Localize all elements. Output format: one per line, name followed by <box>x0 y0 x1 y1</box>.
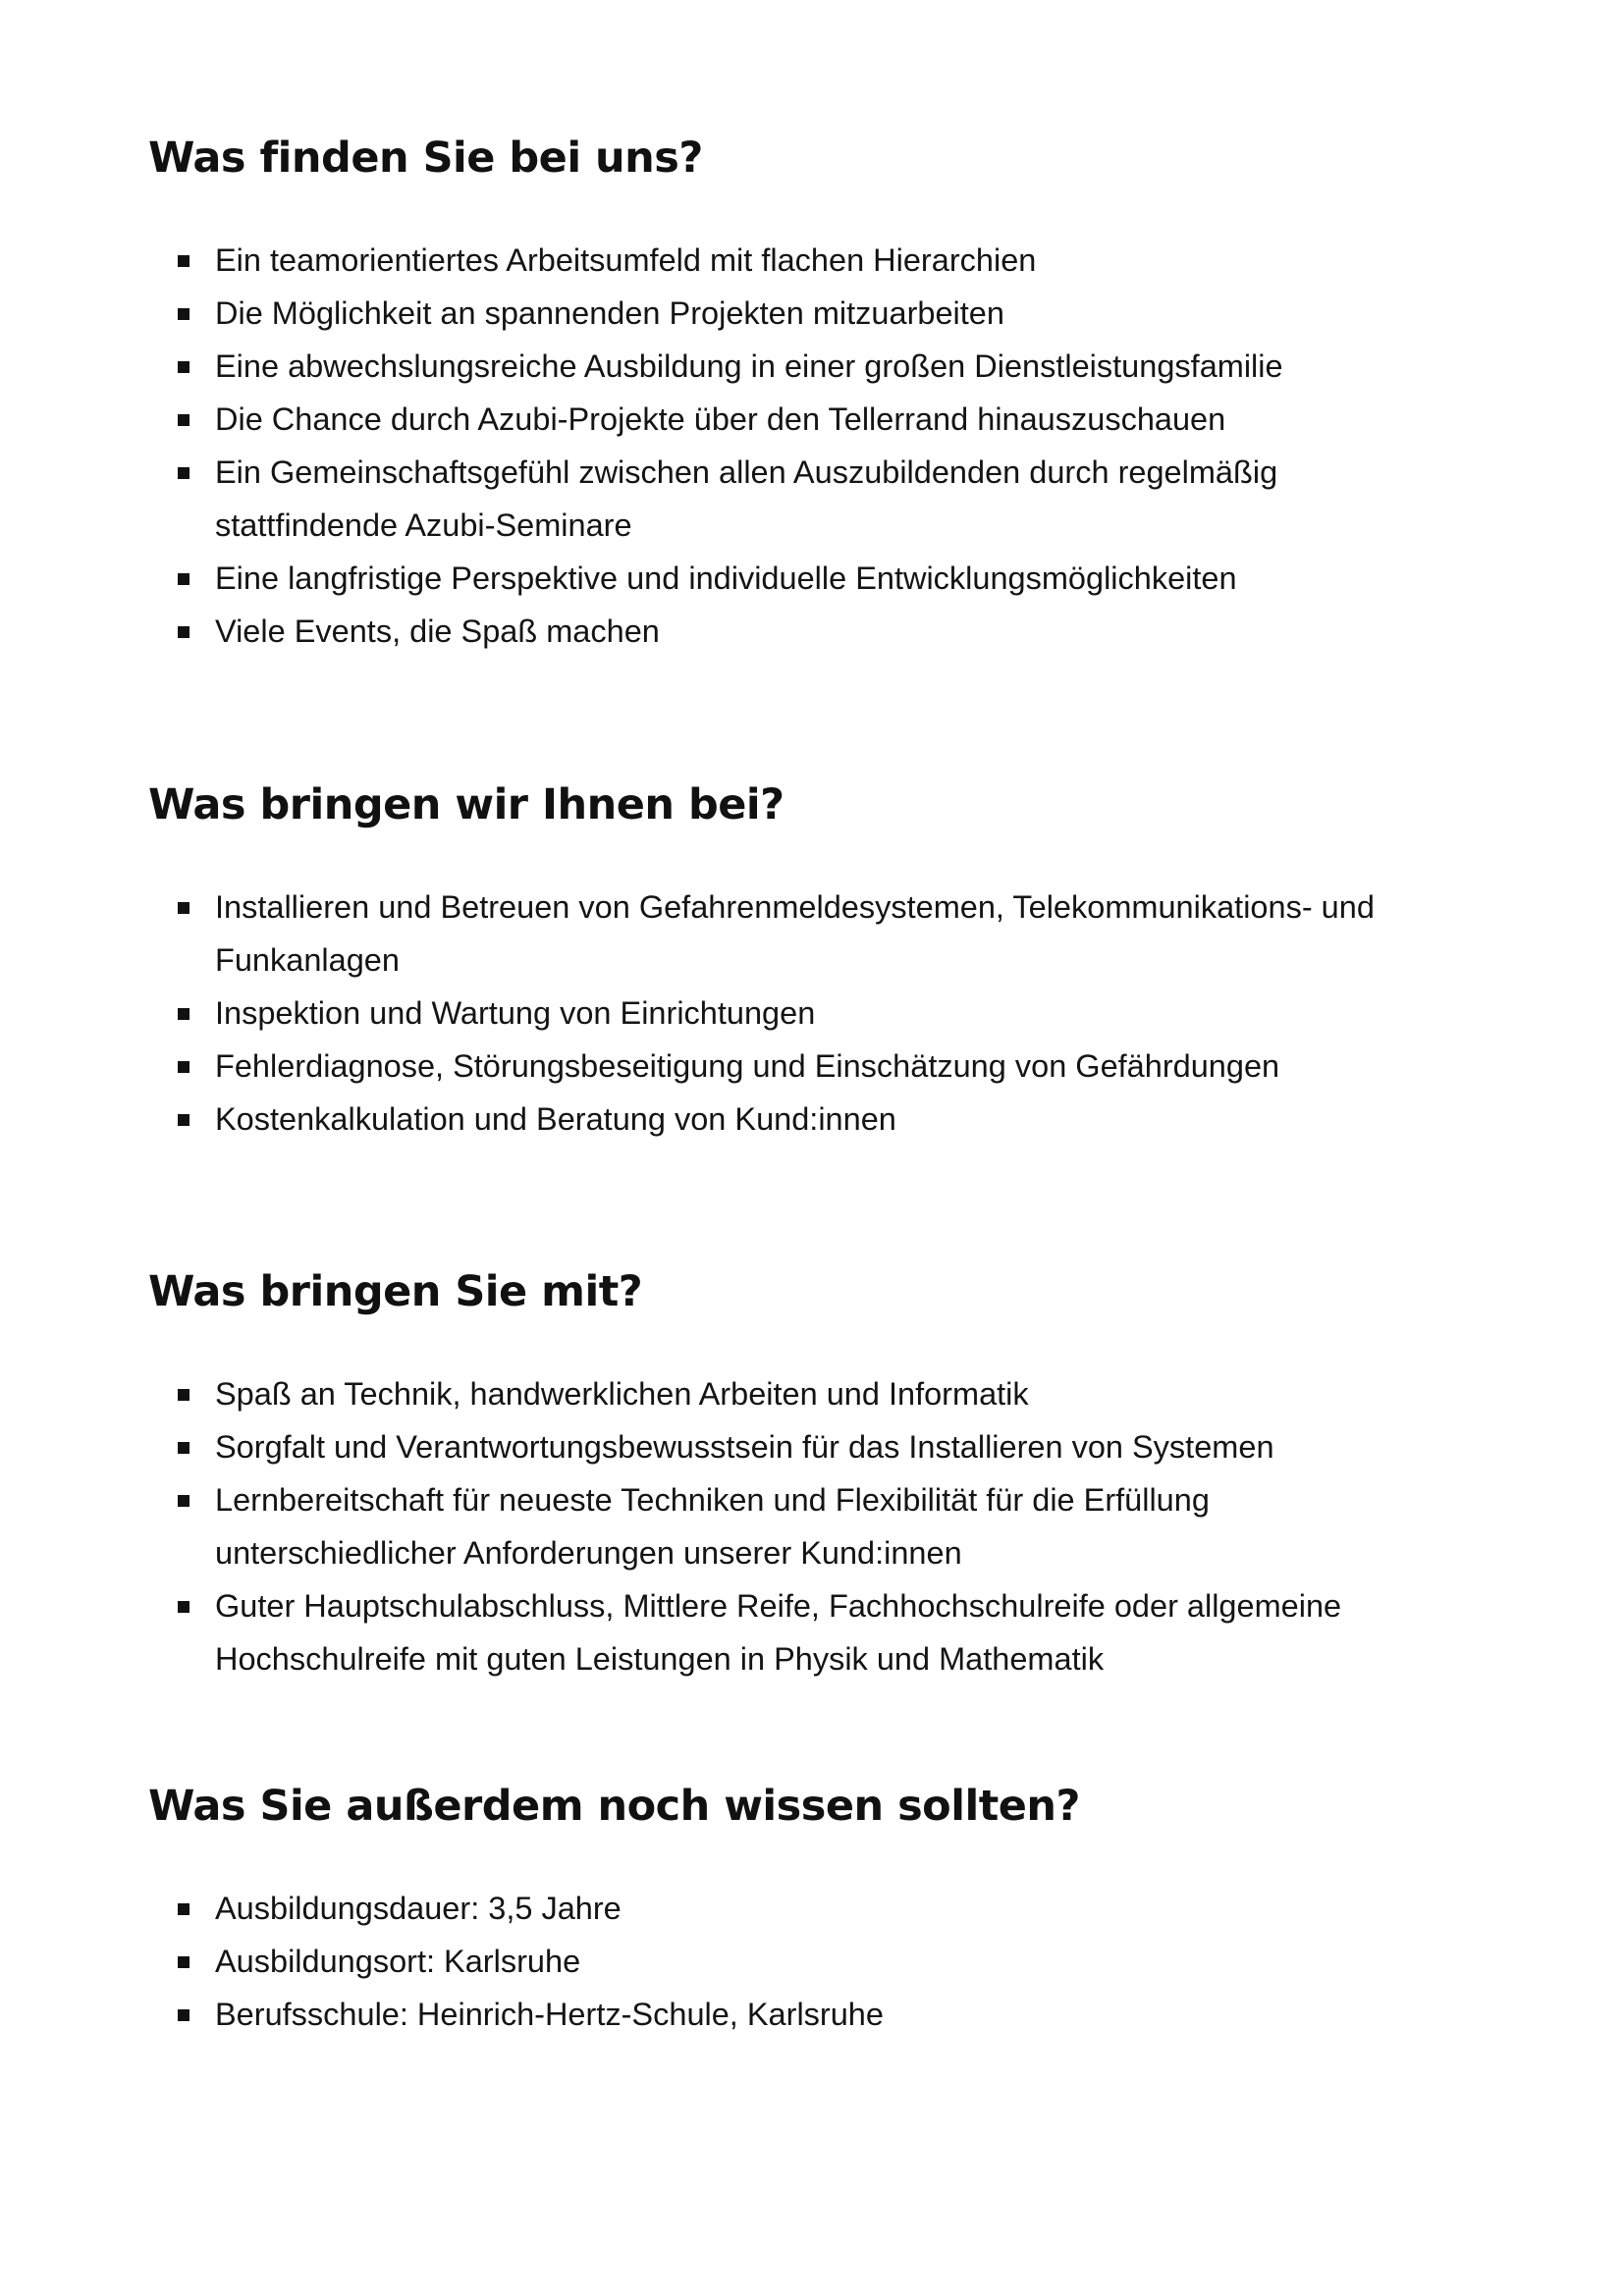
section-requirements <box>148 1262 1484 1677</box>
list-item: Ausbildungsdauer: 3,5 Jahre <box>148 1882 1425 1935</box>
bullet-icon <box>178 1956 189 1968</box>
bullet-list <box>148 881 1425 1146</box>
section-heading: Was bringen wir Ihnen bei? <box>148 780 784 829</box>
section-additional-info <box>148 1777 1484 2032</box>
bullet-icon <box>178 361 189 373</box>
section-training-content <box>148 775 1484 1137</box>
list-item: Guter Hauptschulabschluss, Mittlere Reife, Fachhochschulreife oder allgemeine Hochschulreife mit guten Leistungen in Physik und Mathematik <box>148 1579 1425 1685</box>
list-item: Viele Events, die Spaß machen <box>148 605 1425 658</box>
bullet-icon <box>178 1495 189 1507</box>
list-item: Die Möglichkeit an spannenden Projekten mitzuarbeiten <box>148 287 1425 340</box>
bullet-icon <box>178 1114 189 1126</box>
bullet-list <box>148 1367 1425 1685</box>
list-item: Eine langfristige Perspektive und individuelle Entwicklungsmöglichkeiten <box>148 552 1425 605</box>
bullet-icon <box>178 1008 189 1020</box>
bullet-icon <box>178 2009 189 2021</box>
bullet-icon <box>178 626 189 638</box>
list-item: Sorgfalt und Verantwortungsbewusstsein für das Installieren von Systemen <box>148 1420 1425 1473</box>
list-item: Fehlerdiagnose, Störungsbeseitigung und Einschätzung von Gefährdungen <box>148 1040 1425 1093</box>
section-heading: Was Sie außerdem noch wissen sollten? <box>148 1782 1080 1831</box>
bullet-icon <box>178 1442 189 1454</box>
bullet-icon <box>178 1601 189 1613</box>
list-item: Inspektion und Wartung von Einrichtungen <box>148 987 1425 1040</box>
list-item: Ein Gemeinschaftsgefühl zwischen allen Auszubildenden durch regelmäßig stattfindende Azubi-Seminare <box>148 446 1425 552</box>
bullet-icon <box>178 1903 189 1915</box>
list-item: Ausbildungsort: Karlsruhe <box>148 1935 1425 1988</box>
bullet-icon <box>178 414 189 426</box>
list-item: Ein teamorientiertes Arbeitsumfeld mit flachen Hierarchien <box>148 234 1425 287</box>
bullet-list <box>148 234 1425 658</box>
bullet-icon <box>178 308 189 320</box>
list-item: Lernbereitschaft für neueste Techniken und Flexibilität für die Erfüllung unterschiedlicher Anforderungen unserer Kund:innen <box>148 1473 1425 1579</box>
bullet-icon <box>178 467 189 479</box>
section-heading: Was bringen Sie mit? <box>148 1267 643 1316</box>
list-item: Berufsschule: Heinrich-Hertz-Schule, Karlsruhe <box>148 1988 1425 2041</box>
list-item: Kostenkalkulation und Beratung von Kund:innen <box>148 1093 1425 1146</box>
bullet-icon <box>178 255 189 267</box>
bullet-list <box>148 1882 1425 2041</box>
section-benefits <box>148 129 1484 649</box>
list-item: Spaß an Technik, handwerklichen Arbeiten und Informatik <box>148 1367 1425 1420</box>
list-item: Die Chance durch Azubi-Projekte über den Tellerrand hinauszuschauen <box>148 393 1425 446</box>
list-item: Installieren und Betreuen von Gefahrenmeldesystemen, Telekommunikations- und Funkanlagen <box>148 881 1425 987</box>
list-item: Eine abwechslungsreiche Ausbildung in einer großen Dienstleistungsfamilie <box>148 340 1425 393</box>
bullet-icon <box>178 573 189 585</box>
bullet-icon <box>178 1389 189 1401</box>
section-heading: Was finden Sie bei uns? <box>148 133 703 183</box>
bullet-icon <box>178 902 189 914</box>
bullet-icon <box>178 1061 189 1073</box>
